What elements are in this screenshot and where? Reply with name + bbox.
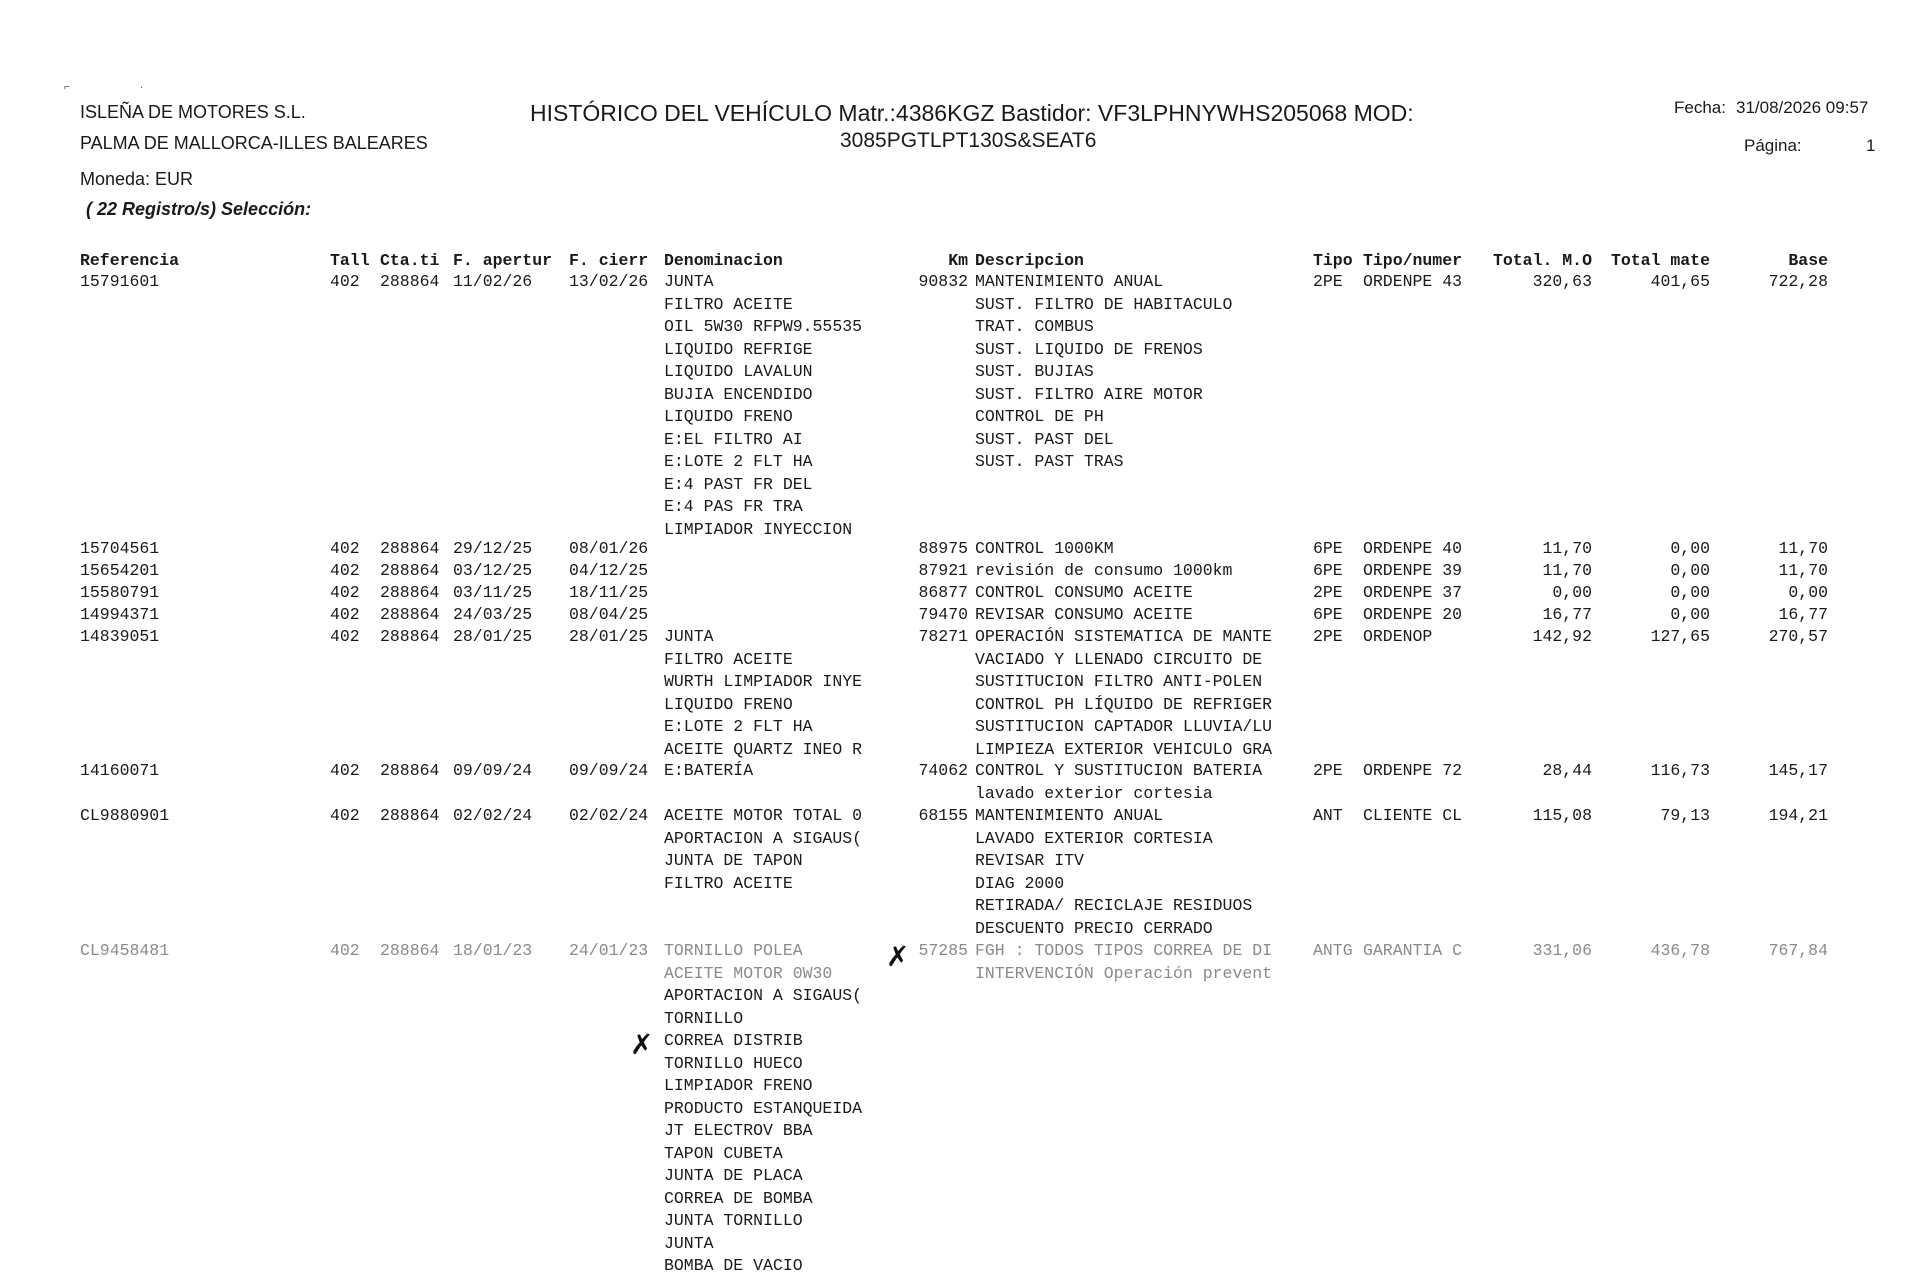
record-denominacion-line: JUNTA — [664, 1233, 714, 1253]
record-fecha-apertura: 11/02/26 — [453, 272, 533, 291]
record-fecha-cierre: 09/09/24 — [569, 761, 649, 780]
record-fecha-cierre: 28/01/25 — [569, 627, 649, 646]
record-denominacion-line: TORNILLO POLEA — [664, 941, 803, 960]
page-number: 1 — [1866, 136, 1876, 155]
record-descripcion-line: revisión de consumo 1000km — [975, 561, 1233, 580]
record-descripcion-line: SUST. FILTRO DE HABITACULO — [975, 294, 1233, 314]
record-tipo-numero: GARANTIA C — [1363, 941, 1463, 960]
record-cuenta: 288864 — [380, 539, 440, 558]
record-total-material: 401,65 — [1650, 272, 1710, 291]
record-taller: 402 — [330, 627, 360, 646]
record-tipo: 2PE — [1313, 272, 1343, 291]
record-descripcion-line: DESCUENTO PRECIO CERRADO — [975, 918, 1213, 938]
currency-label: Moneda: EUR — [80, 169, 194, 189]
record-descripcion-line: TRAT. COMBUS — [975, 317, 1094, 336]
record-denominacion-line: LIQUIDO FRENO — [664, 694, 793, 714]
record-denominacion-line: OIL 5W30 RFPW9.55535 — [664, 317, 863, 336]
record-fecha-cierre: 02/02/24 — [569, 806, 649, 825]
scan-speck: ⌐ — [64, 82, 70, 93]
record-denominacion-line: E:LOTE 2 FLT HA — [664, 452, 813, 471]
record-referencia: 14160071 — [80, 761, 160, 780]
record-referencia: CL9880901 — [80, 806, 170, 825]
record-descripcion-line: FGH : TODOS TIPOS CORREA DE DI — [975, 941, 1273, 960]
column-header-tipo-numero: Tipo/numer — [1363, 251, 1463, 270]
record-total-mano-obra: 0,00 — [1552, 583, 1592, 602]
record-taller: 402 — [330, 272, 360, 291]
record-descripcion-line: SUST. LIQUIDO DE FRENOS — [975, 339, 1203, 359]
record-tipo-numero: CLIENTE CL — [1363, 806, 1463, 825]
record-descripcion-line: SUST. PAST TRAS — [975, 452, 1124, 471]
record-total-mano-obra: 28,44 — [1542, 761, 1592, 780]
record-km: 90832 — [918, 272, 968, 291]
record-denominacion-line: FILTRO ACEITE — [664, 873, 793, 893]
record-fecha-apertura: 09/09/24 — [453, 761, 533, 780]
record-referencia: 15704561 — [80, 539, 160, 558]
record-base: 0,00 — [1788, 583, 1828, 602]
record-descripcion-line: SUSTITUCION CAPTADOR LLUVIA/LU — [975, 717, 1273, 736]
column-header-denominacion: Denominacion — [664, 251, 783, 270]
record-denominacion-line: JT ELECTROV BBA — [664, 1121, 813, 1140]
record-total-material: 0,00 — [1670, 605, 1710, 624]
record-referencia: 14994371 — [80, 605, 160, 624]
record-km: 68155 — [918, 806, 968, 825]
record-cuenta: 288864 — [380, 561, 440, 580]
record-descripcion-line: CONTROL Y SUSTITUCION BATERIA — [975, 761, 1263, 780]
page-label: Página: — [1744, 136, 1802, 155]
report-title-line2: 3085PGTLPT130S&SEAT6 — [840, 129, 1097, 152]
record-km: 87921 — [918, 561, 968, 580]
record-denominacion-line: E:BATERÍA — [664, 761, 754, 780]
record-denominacion-line: ACEITE QUARTZ INEO R — [664, 739, 863, 759]
record-descripcion-line: lavado exterior cortesia — [975, 783, 1213, 803]
record-total-material: 436,78 — [1650, 941, 1710, 960]
record-denominacion-line: JUNTA TORNILLO — [664, 1211, 803, 1230]
record-descripcion-line: CONTROL CONSUMO ACEITE — [975, 583, 1193, 602]
record-total-material: 127,65 — [1650, 627, 1710, 646]
record-referencia: CL9458481 — [80, 941, 170, 960]
record-denominacion-line: WURTH LIMPIADOR INYE — [664, 672, 863, 691]
record-cuenta: 288864 — [380, 941, 440, 960]
record-descripcion-line: DIAG 2000 — [975, 873, 1065, 893]
record-denominacion-line: E:4 PAS FR TRA — [664, 497, 803, 516]
record-denominacion-line: APORTACION A SIGAUS( — [664, 986, 863, 1005]
company-name: ISLEÑA DE MOTORES S.L. — [80, 102, 306, 122]
record-fecha-cierre: 08/04/25 — [569, 605, 649, 624]
record-tipo: 2PE — [1313, 583, 1343, 602]
record-cuenta: 288864 — [380, 627, 440, 646]
record-denominacion-line: JUNTA — [664, 272, 714, 291]
record-total-material: 79,13 — [1660, 806, 1710, 825]
record-tipo: 6PE — [1313, 539, 1343, 558]
record-denominacion-line: FILTRO ACEITE — [664, 649, 793, 669]
column-header-total-mo: Total. M.O — [1492, 251, 1592, 270]
record-total-material: 116,73 — [1650, 761, 1710, 780]
record-taller: 402 — [330, 539, 360, 558]
record-fecha-apertura: 28/01/25 — [453, 627, 533, 646]
record-denominacion-line: BOMBA DE VACIO — [664, 1256, 803, 1275]
record-denominacion-line: TAPON CUBETA — [664, 1143, 783, 1163]
record-referencia: 14839051 — [80, 627, 160, 646]
record-km: 88975 — [918, 539, 968, 558]
record-descripcion-line: SUST. PAST DEL — [975, 429, 1114, 449]
record-descripcion-line: CONTROL PH LÍQUIDO DE REFRIGER — [975, 694, 1273, 714]
column-header-total-material: Total mate — [1610, 251, 1710, 270]
record-base: 16,77 — [1778, 605, 1828, 624]
record-fecha-cierre: 04/12/25 — [569, 561, 649, 580]
record-descripcion-line: CONTROL 1000KM — [975, 539, 1114, 558]
record-referencia: 15580791 — [80, 583, 160, 602]
record-total-mano-obra: 142,92 — [1532, 627, 1592, 646]
record-descripcion-line: LAVADO EXTERIOR CORTESIA — [975, 828, 1213, 848]
column-header-descripcion: Descripcion — [975, 251, 1084, 270]
record-referencia: 15791601 — [80, 272, 160, 291]
record-denominacion-line: TORNILLO HUECO — [664, 1053, 803, 1073]
record-total-material: 0,00 — [1670, 561, 1710, 580]
column-header-tipo: Tipo — [1313, 251, 1353, 270]
record-referencia: 15654201 — [80, 561, 160, 580]
record-descripcion-line: RETIRADA/ RECICLAJE RESIDUOS — [975, 896, 1253, 915]
record-denominacion-line: E:4 PAST FR DEL — [664, 474, 813, 494]
record-denominacion-line: LIMPIADOR INYECCION — [664, 519, 853, 539]
column-header-referencia: Referencia — [80, 251, 180, 270]
record-fecha-apertura: 03/11/25 — [453, 583, 533, 602]
record-fecha-cierre: 08/01/26 — [569, 539, 649, 558]
record-total-mano-obra: 11,70 — [1542, 539, 1592, 558]
record-fecha-apertura: 24/03/25 — [453, 605, 533, 624]
record-taller: 402 — [330, 806, 360, 825]
record-descripcion-line: REVISAR ITV — [975, 851, 1084, 870]
record-descripcion-line: LIMPIEZA EXTERIOR VEHICULO GRA — [975, 739, 1273, 759]
date-label: Fecha: — [1674, 98, 1726, 117]
record-denominacion-line: TORNILLO — [664, 1008, 744, 1028]
record-total-mano-obra: 115,08 — [1532, 806, 1592, 825]
record-tipo-numero: ORDENOP — [1363, 627, 1433, 646]
record-tipo-numero: ORDENPE 72 — [1363, 761, 1463, 780]
record-fecha-apertura: 02/02/24 — [453, 806, 533, 825]
record-base: 11,70 — [1778, 539, 1828, 558]
record-tipo-numero: ORDENPE 20 — [1363, 605, 1463, 624]
record-tipo: 2PE — [1313, 627, 1343, 646]
record-total-mano-obra: 11,70 — [1542, 561, 1592, 580]
record-denominacion-line: LIMPIADOR FRENO — [664, 1076, 813, 1095]
record-cuenta: 288864 — [380, 806, 440, 825]
company-city: PALMA DE MALLORCA-ILLES BALEARES — [80, 133, 428, 153]
record-taller: 402 — [330, 941, 360, 960]
record-tipo: 2PE — [1313, 761, 1343, 780]
record-denominacion-line: LIQUIDO REFRIGE — [664, 339, 813, 359]
record-base: 767,84 — [1768, 941, 1828, 960]
record-denominacion-line: E:LOTE 2 FLT HA — [664, 717, 813, 736]
record-descripcion-line: MANTENIMIENTO ANUAL — [975, 272, 1164, 291]
column-header-base: Base — [1788, 251, 1828, 270]
column-header-tall: Tall — [330, 251, 370, 270]
record-tipo-numero: ORDENPE 40 — [1363, 539, 1463, 558]
record-total-material: 0,00 — [1670, 539, 1710, 558]
record-denominacion-line: ACEITE MOTOR TOTAL 0 — [664, 806, 863, 825]
record-denominacion-line: LIQUIDO LAVALUN — [664, 362, 813, 381]
record-base: 11,70 — [1778, 561, 1828, 580]
record-denominacion-line: LIQUIDO FRENO — [664, 407, 793, 426]
record-tipo-numero: ORDENPE 43 — [1363, 272, 1463, 291]
record-denominacion-line: PRODUCTO ESTANQUEIDA — [664, 1098, 863, 1118]
record-taller: 402 — [330, 605, 360, 624]
record-descripcion-line: INTERVENCIÓN Operación prevent — [975, 963, 1273, 983]
record-base: 194,21 — [1768, 806, 1828, 825]
record-total-mano-obra: 320,63 — [1532, 272, 1592, 291]
record-denominacion-line: APORTACION A SIGAUS( — [664, 828, 863, 848]
record-tipo: ANT — [1313, 806, 1343, 825]
report-title-line1: HISTÓRICO DEL VEHÍCULO Matr.:4386KGZ Bastidor: VF3LPHNYWHS205068 MOD: — [530, 100, 1414, 126]
record-denominacion-line: BUJIA ENCENDIDO — [664, 384, 813, 404]
record-cuenta: 288864 — [380, 272, 440, 291]
record-cuenta: 288864 — [380, 605, 440, 624]
record-total-material: 0,00 — [1670, 583, 1710, 602]
record-denominacion-line: JUNTA — [664, 627, 714, 646]
record-denominacion-line: E:EL FILTRO AI — [664, 429, 803, 449]
record-km: 57285 — [918, 941, 968, 960]
column-header-f-cierre: F. cierr — [569, 251, 649, 270]
record-descripcion-line: SUST. BUJIAS — [975, 362, 1094, 381]
record-base: 145,17 — [1768, 761, 1828, 780]
record-tipo: 6PE — [1313, 561, 1343, 580]
record-km: 78271 — [918, 627, 968, 646]
record-descripcion-line: REVISAR CONSUMO ACEITE — [975, 605, 1193, 624]
record-cuenta: 288864 — [380, 761, 440, 780]
records-selection: ( 22 Registro/s) Selección: — [86, 199, 312, 219]
record-descripcion-line: CONTROL DE PH — [975, 407, 1104, 426]
record-base: 270,57 — [1768, 627, 1828, 646]
record-tipo-numero: ORDENPE 39 — [1363, 561, 1463, 580]
record-taller: 402 — [330, 561, 360, 580]
record-denominacion-line: CORREA DISTRIB — [664, 1031, 803, 1050]
record-total-mano-obra: 16,77 — [1542, 605, 1592, 624]
record-tipo-numero: ORDENPE 37 — [1363, 583, 1463, 602]
record-km: 86877 — [918, 583, 968, 602]
record-denominacion-line: JUNTA DE PLACA — [664, 1166, 803, 1185]
record-fecha-apertura: 18/01/23 — [453, 941, 533, 960]
record-fecha-cierre: 24/01/23 — [569, 941, 649, 960]
record-descripcion-line: SUST. FILTRO AIRE MOTOR — [975, 384, 1203, 404]
record-fecha-apertura: 29/12/25 — [453, 539, 533, 558]
record-tipo: 6PE — [1313, 605, 1343, 624]
record-total-mano-obra: 331,06 — [1532, 941, 1592, 960]
record-base: 722,28 — [1768, 272, 1828, 291]
record-descripcion-line: VACIADO Y LLENADO CIRCUITO DE — [975, 649, 1263, 669]
record-tipo: ANTG — [1313, 941, 1353, 960]
record-descripcion-line: OPERACIÓN SISTEMATICA DE MANTE — [975, 627, 1273, 646]
record-descripcion-line: SUSTITUCION FILTRO ANTI-POLEN — [975, 672, 1263, 691]
record-cuenta: 288864 — [380, 583, 440, 602]
date-value: 31/08/2026 09:57 — [1736, 98, 1869, 117]
record-fecha-cierre: 18/11/25 — [569, 583, 649, 602]
record-denominacion-line: ACEITE MOTOR 0W30 — [664, 963, 833, 983]
record-km: 79470 — [918, 605, 968, 624]
record-fecha-cierre: 13/02/26 — [569, 272, 649, 291]
record-denominacion-line: CORREA DE BOMBA — [664, 1188, 813, 1208]
record-denominacion-line: FILTRO ACEITE — [664, 294, 793, 314]
handwritten-cross-mark: ✗ — [630, 1028, 654, 1061]
record-km: 74062 — [918, 761, 968, 780]
record-fecha-apertura: 03/12/25 — [453, 561, 533, 580]
record-taller: 402 — [330, 761, 360, 780]
scan-speck: · — [140, 82, 144, 93]
handwritten-cross-mark: ✗ — [886, 940, 910, 973]
column-header-km: Km — [948, 251, 968, 270]
record-denominacion-line: JUNTA DE TAPON — [664, 851, 803, 870]
column-header-cta: Cta.ti — [380, 251, 440, 270]
record-taller: 402 — [330, 583, 360, 602]
record-descripcion-line: MANTENIMIENTO ANUAL — [975, 806, 1164, 825]
column-header-f-apertura: F. apertur — [453, 251, 553, 270]
